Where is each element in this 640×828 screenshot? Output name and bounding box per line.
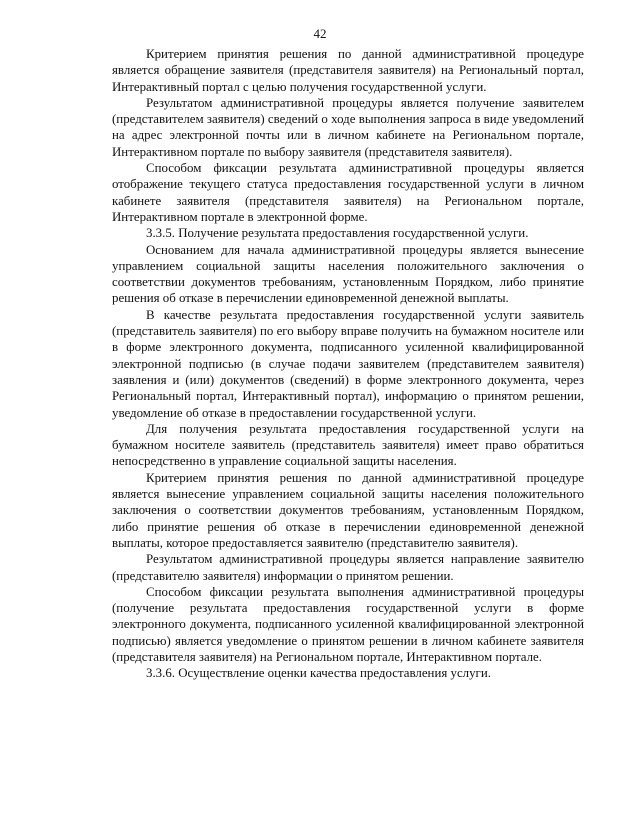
paragraph: Критерием принятия решения по данной административной процедуре является вынесение управлением социальной защиты населения положительного заключения о соответствии документов требованиям, установленным Порядком, либо принятие решения об отказе в перечислении единовременной денежной выплаты, которое предоставляется заявителю (представителю заявителя).: [112, 470, 584, 550]
paragraph: Критерием принятия решения по данной административной процедуре является обращение заявителя (представителя заявителя) на Региональный портал, Интерактивный портал с целью получения государственной услуги.: [112, 47, 584, 94]
paragraph: Результатом административной процедуры является направление заявителю (представителю заявителя) информации о принятом решении.: [112, 552, 584, 583]
paragraph: Для получения результата предоставления государственной услуги на бумажном носителе заявитель (представитель заявителя) имеет право обратиться непосредственно в управление социальной защиты населения.: [112, 421, 584, 469]
paragraph: Основанием для начала административной процедуры является вынесение управлением социальной защиты населения положительного заключения о соответствии документов требованиям, установленным Порядком, либо принятие решения об отказе в перечислении единовременной денежной выплаты.: [112, 242, 584, 306]
section-heading-3-3-5: 3.3.5. Получение результата предоставления государственной услуги.: [146, 226, 529, 241]
section-heading-3-3-6: 3.3.6. Осуществление оценки качества предоставления услуги.: [146, 666, 491, 681]
page-number: 42: [313, 26, 327, 41]
paragraph: Результатом административной процедуры является получение заявителем (представителем заявителя) сведений о ходе выполнения запроса в виде уведомлений на адрес электронной почты или в личном кабинете на Региональном портале, Интерактивном портале по выбору заявителя (представителя заявителя).: [112, 95, 584, 159]
document-body: [112, 46, 584, 682]
paragraph: Способом фиксации результата выполнения административной процедуры (получение результата предоставления государственной услуги в форме электронного документа, подписанного усиленной квалифицированной электронной подписью) является уведомление о принятом решении в личном кабинете заявителя (представителя заявителя) на Региональном портале, Интерактивном портале.: [112, 584, 584, 664]
paragraph: Способом фиксации результата административной процедуры является отображение текущего статуса предоставления государственной услуги в личном кабинете заявителя (представителя заявителя) на Региональном портале, Интерактивном портале в электронной форме.: [112, 161, 584, 224]
paragraph: В качестве результата предоставления государственной услуги заявитель (представитель заявителя) по его выбору вправе получить на бумажном носителе или в форме электронного документа, подписанного усиленной квалифицированной электронной подписью (в случае подачи заявителем (представителем заявителя) заявления и (или) документов (сведений) в форме электронного документа, через Региональный портал, Интерактивный портал), информацию о принятом решении, уведомление об отказе в предоставлении государственной услуги.: [112, 307, 584, 420]
